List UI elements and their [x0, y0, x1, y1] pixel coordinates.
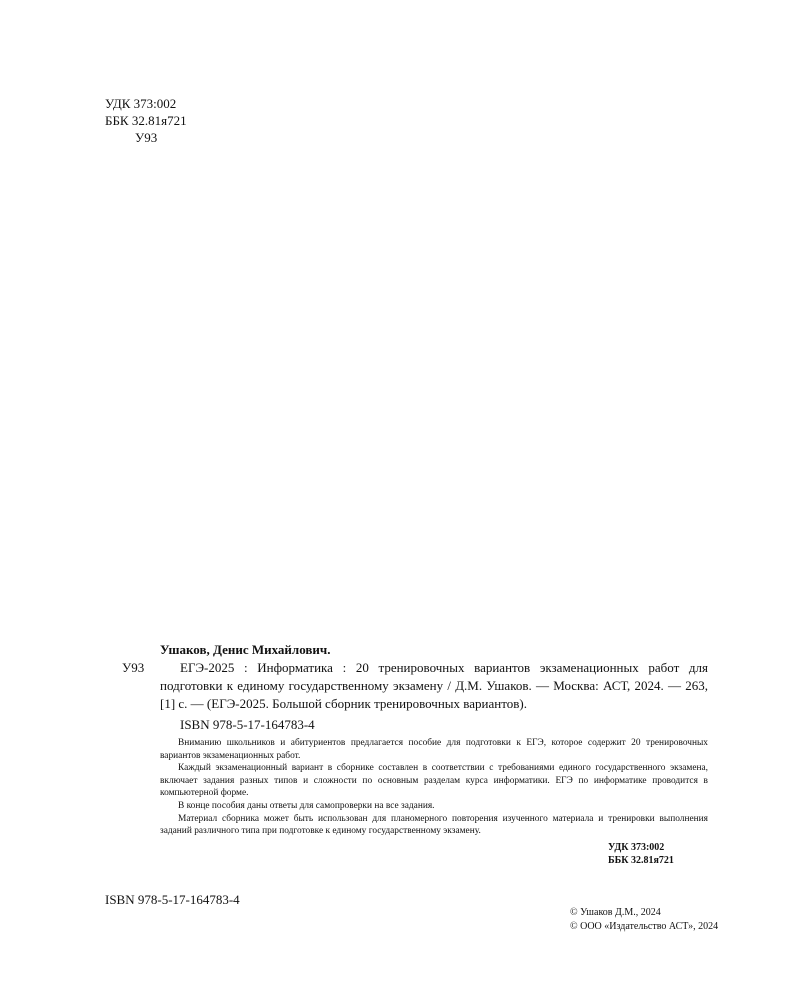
title-description: ЕГЭ-2025 : Информатика : 20 тренировочных вариантов экзаменационных работ для подготовки к единому государственному экзамену / Д.М. Ушаков. — Москва: АСТ, 2024. — 263, [1] с. — (ЕГЭ-2025. Большой сборник тренировочных вариантов).: [160, 660, 708, 711]
copyright-author: © Ушаков Д.М., 2024: [570, 907, 661, 918]
bibliographic-record: [122, 641, 708, 867]
annotation: [160, 737, 708, 838]
bbk-code: ББК 32.81я721: [608, 854, 674, 866]
udk-code: УДК 373:002: [608, 841, 665, 853]
bbk-code: ББК 32.81я721: [105, 113, 187, 128]
classification-codes-bottom: [160, 841, 708, 867]
footer-isbn: ISBN 978-5-17-164783-4: [105, 892, 240, 907]
annotation-paragraph: Материал сборника может быть использован для планомерного повторения изученного материала и тренировки выполнения заданий различного типа при подготовке к единому государственному экзамену.: [160, 813, 708, 837]
copyright-notices: [570, 906, 718, 933]
annotation-paragraph: В конце пособия даны ответы для самопроверки на все задания.: [178, 800, 435, 811]
copyright-publisher: © ООО «Издательство АСТ», 2024: [570, 920, 719, 932]
record-isbn: ISBN 978-5-17-164783-4: [180, 717, 315, 732]
author-heading: Ушаков, Денис Михайлович.: [160, 642, 331, 657]
author-sign: У93: [135, 130, 158, 145]
annotation-paragraph: Вниманию школьников и абитуриентов предлагается пособие для подготовки к ЕГЭ, которое содержит 20 тренировочных вариантов экзаменационных работ.: [160, 738, 708, 761]
udk-code: УДК 373:002: [105, 96, 177, 111]
annotation-paragraph: Каждый экзаменационный вариант в сборнике составлен в соответствии с требованиями единого государственного экзамена, включает задания разных типов и сложности по основным разделам курса информатики. ЕГЭ по информатике проводится в компьютерной форме.: [160, 763, 708, 799]
classification-codes-top: [105, 95, 187, 146]
record-author-sign: У93: [122, 660, 145, 675]
